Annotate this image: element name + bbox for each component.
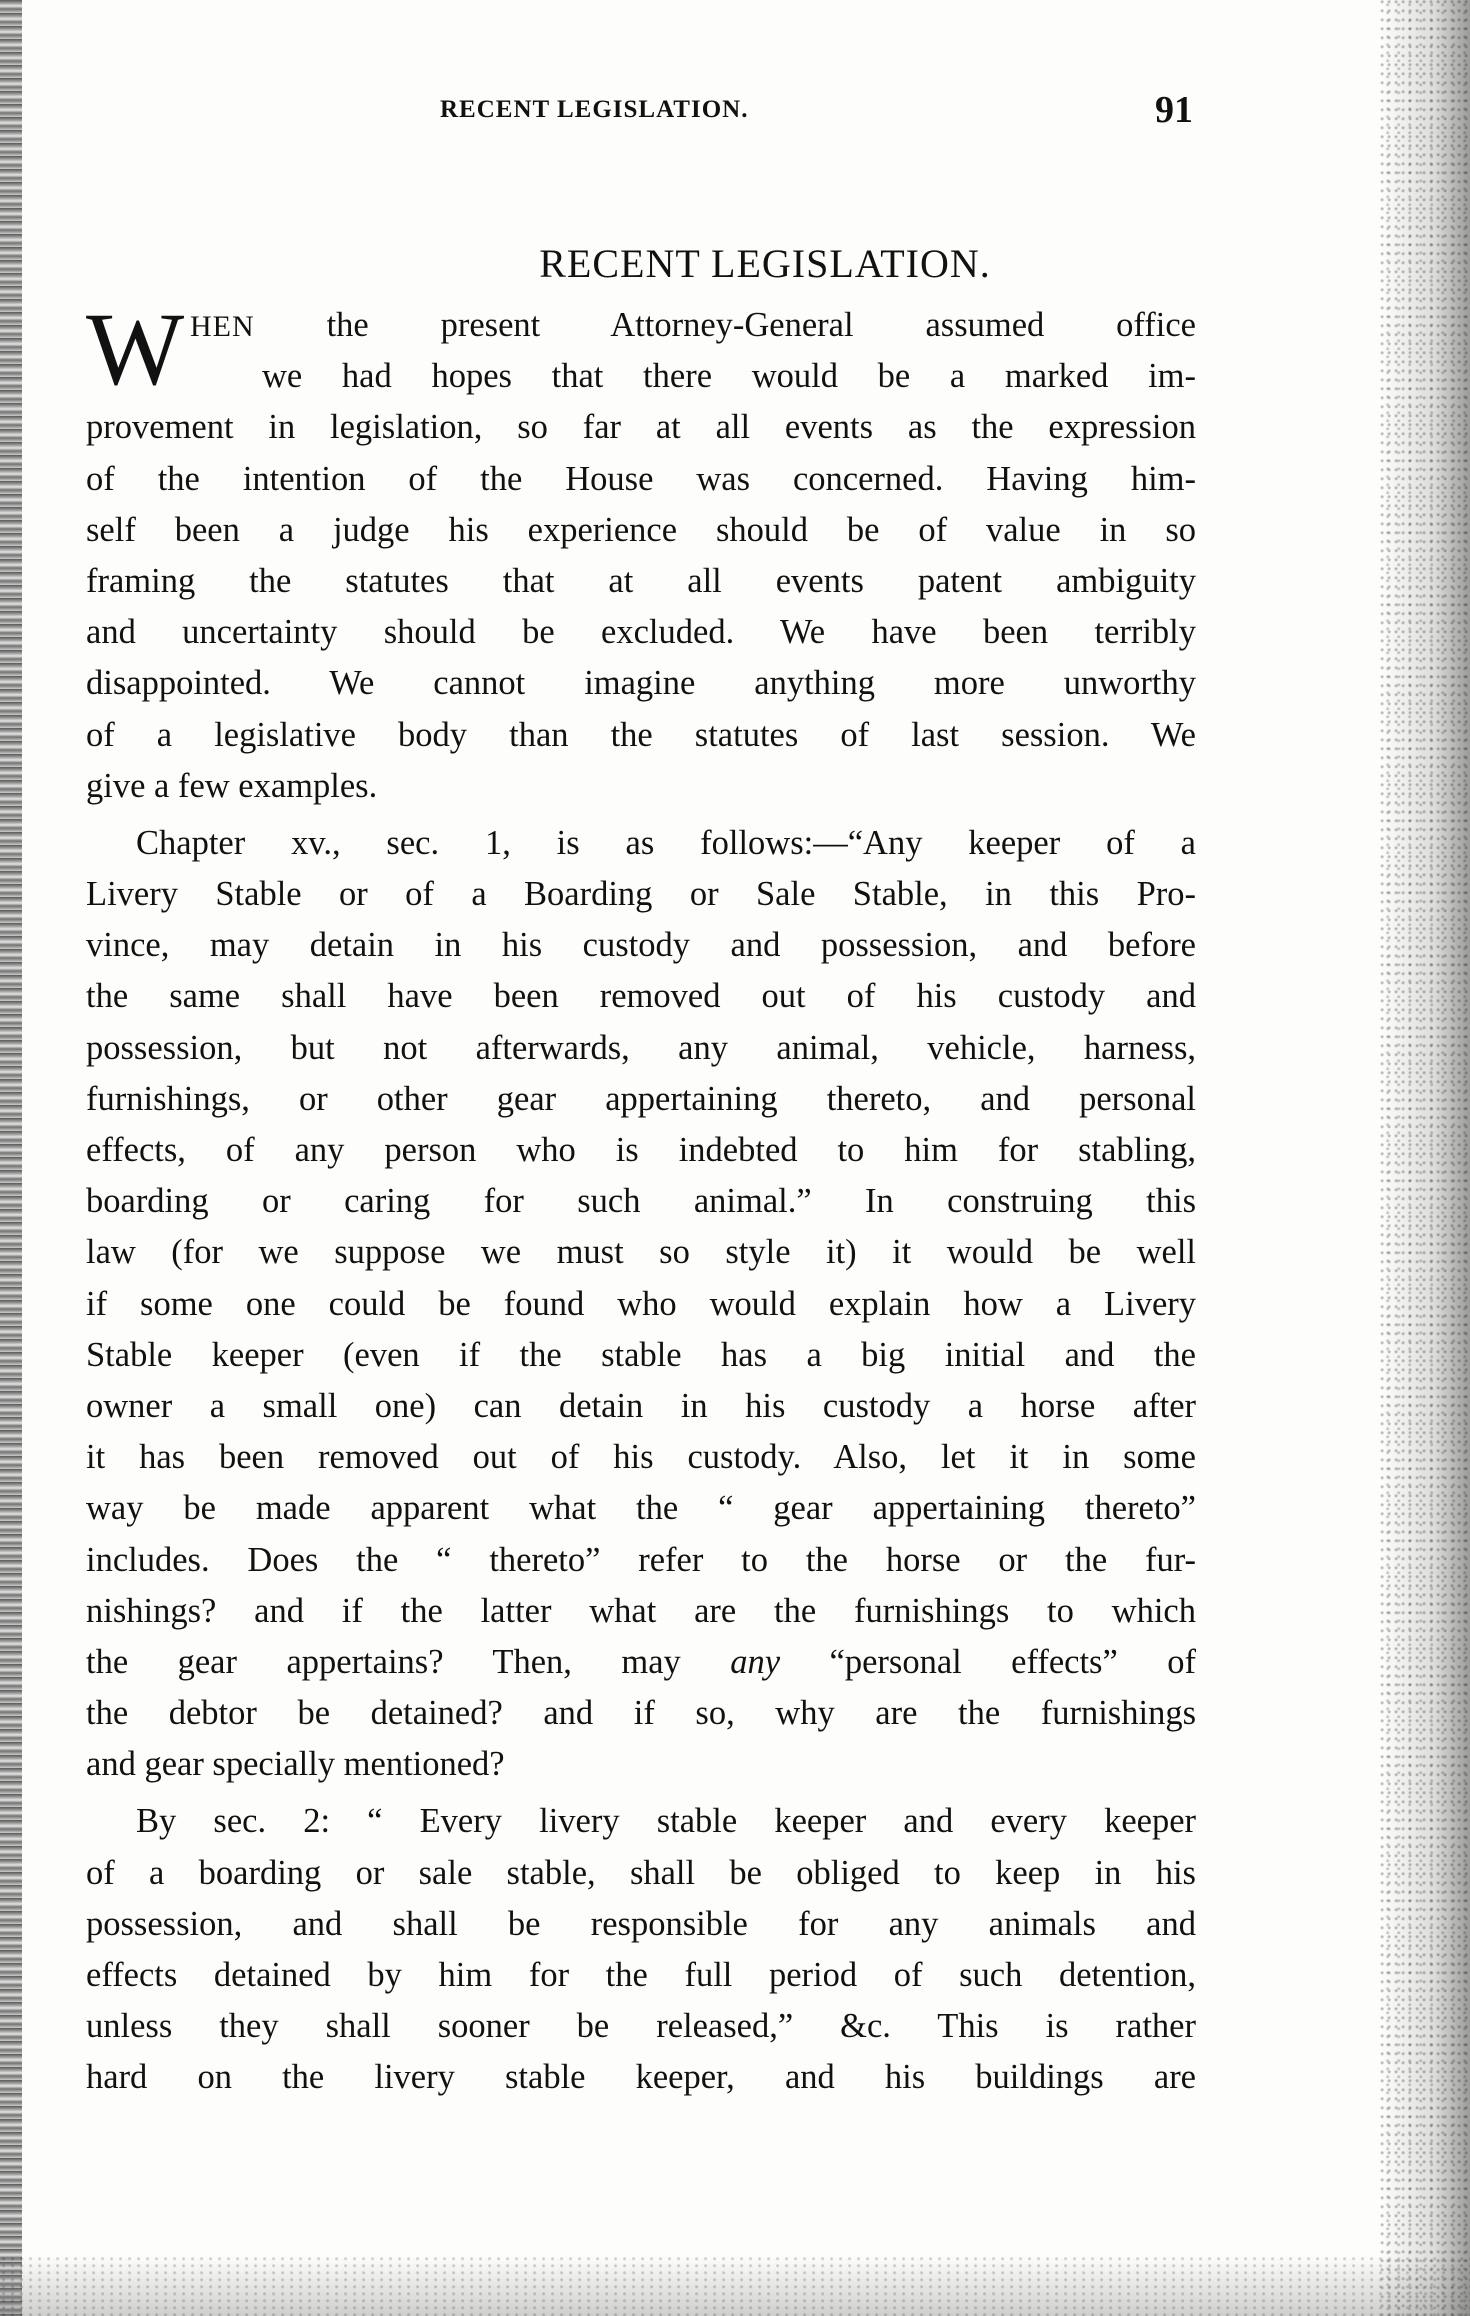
paragraph-2-line-15: includes. Does the “ thereto” refer to the horse or the fur- bbox=[86, 1540, 1196, 1579]
scanned-left-edge bbox=[0, 0, 22, 2316]
paragraph-1-line-7: and uncertainty should be excluded. We have been terribly bbox=[86, 613, 1196, 652]
paragraph-2-line-4: the same shall have been removed out of his custody and bbox=[86, 977, 1196, 1016]
running-head bbox=[0, 89, 1470, 136]
paragraph-2-line-17-end: “personal effects” of bbox=[780, 1642, 1196, 1681]
paragraph-2-line-18: the debtor be detained? and if so, why are the furnishings bbox=[86, 1694, 1196, 1733]
paragraph-3 bbox=[86, 1796, 1196, 2103]
paragraph-2-line-19: and gear specially mentioned? bbox=[86, 1745, 505, 1784]
drop-cap-block bbox=[86, 292, 1196, 407]
paragraph-1-line-5: self been a judge his experience should be of value in so bbox=[86, 510, 1196, 549]
paragraph-2-line-2: Livery Stable or of a Boarding or Sale Stable, in this Pro- bbox=[86, 875, 1196, 914]
paragraph-2-line-1: Chapter xv., sec. 1, is as follows:—“Any keeper of a bbox=[136, 823, 1196, 862]
article-title: RECENT LEGISLATION. bbox=[539, 241, 991, 286]
paragraph-2-line-13: it has been removed out of his custody. Also, let it in some bbox=[86, 1438, 1196, 1477]
paragraph-3-line-1: By sec. 2: “ Every livery stable keeper and every keeper bbox=[136, 1802, 1196, 1841]
paragraph-2-line-12: owner a small one) can detain in his custody a horse after bbox=[86, 1386, 1196, 1425]
paragraph-3-line-2: of a boarding or sale stable, shall be obliged to keep in his bbox=[86, 1853, 1196, 1892]
paragraph-2-line-10: if some one could be found who would explain how a Livery bbox=[86, 1284, 1196, 1323]
paragraph-2-line-5: possession, but not afterwards, any animal, vehicle, harness, bbox=[86, 1028, 1196, 1067]
paragraph-2-line-7: effects, of any person who is indebted to him for stabling, bbox=[86, 1131, 1196, 1170]
running-head-title: RECENT LEGISLATION. bbox=[440, 96, 749, 123]
paragraph-2-line-17 bbox=[86, 1637, 1196, 1688]
paragraph-2-line-6: furnishings, or other gear appertaining thereto, and personal bbox=[86, 1079, 1196, 1118]
paragraph-1-line-6: framing the statutes that at all events patent ambiguity bbox=[86, 561, 1196, 600]
paragraph-2-line-16: nishings? and if the latter what are the furnishings to which bbox=[86, 1591, 1196, 1630]
paragraph-3-line-3: possession, and shall be responsible for any animals and bbox=[86, 1904, 1196, 1943]
paragraph-2-line-8: boarding or caring for such animal.” In construing this bbox=[86, 1182, 1196, 1221]
paragraph-1-line-8: disappointed. We cannot imagine anything more unworthy bbox=[86, 664, 1196, 703]
paragraph-1-line-2: we had hopes that there would be a marked im- bbox=[262, 357, 1196, 396]
drop-cap-letter: W bbox=[86, 292, 185, 407]
paragraph-1-line-3: provement in legislation, so far at all events as the expression bbox=[86, 408, 1196, 447]
paragraph-1-line-10: give a few examples. bbox=[86, 766, 378, 805]
paragraph-1-line-1 bbox=[190, 300, 1196, 351]
paragraph-3-line-4: effects detained by him for the full period of such detention, bbox=[86, 1956, 1196, 1995]
scanned-right-edge bbox=[1380, 0, 1470, 2316]
page-number: 91 bbox=[1155, 89, 1193, 131]
paragraph-1 bbox=[86, 292, 1196, 812]
paragraph-3-line-5: unless they shall sooner be released,” &c. This is rather bbox=[86, 2007, 1196, 2046]
paragraph-1-line-4: of the intention of the House was concerned. Having him- bbox=[86, 459, 1196, 498]
paragraph-2-line-3: vince, may detain in his custody and possession, and before bbox=[86, 926, 1196, 965]
paragraph-1-line-1-text: the present Attorney-General assumed office bbox=[254, 306, 1196, 344]
paragraph-2-line-9: law (for we suppose we must so style it) it would be well bbox=[86, 1233, 1196, 1272]
paragraph-3-line-6: hard on the livery stable keeper, and his buildings are bbox=[86, 2058, 1196, 2097]
paragraph-2 bbox=[86, 818, 1196, 1791]
scanned-bottom-edge bbox=[0, 2256, 1470, 2316]
first-word-small-caps: HEN bbox=[190, 310, 255, 343]
paragraph-2-line-14: way be made apparent what the “ gear appertaining thereto” bbox=[86, 1489, 1196, 1528]
article-body bbox=[86, 292, 1196, 2104]
paragraph-1-line-9: of a legislative body than the statutes of last session. We bbox=[86, 715, 1196, 754]
paragraph-2-line-17-start: the gear appertains? Then, may bbox=[86, 1642, 681, 1681]
italic-any: any bbox=[730, 1642, 781, 1681]
paragraph-2-line-11: Stable keeper (even if the stable has a big initial and the bbox=[86, 1335, 1196, 1374]
